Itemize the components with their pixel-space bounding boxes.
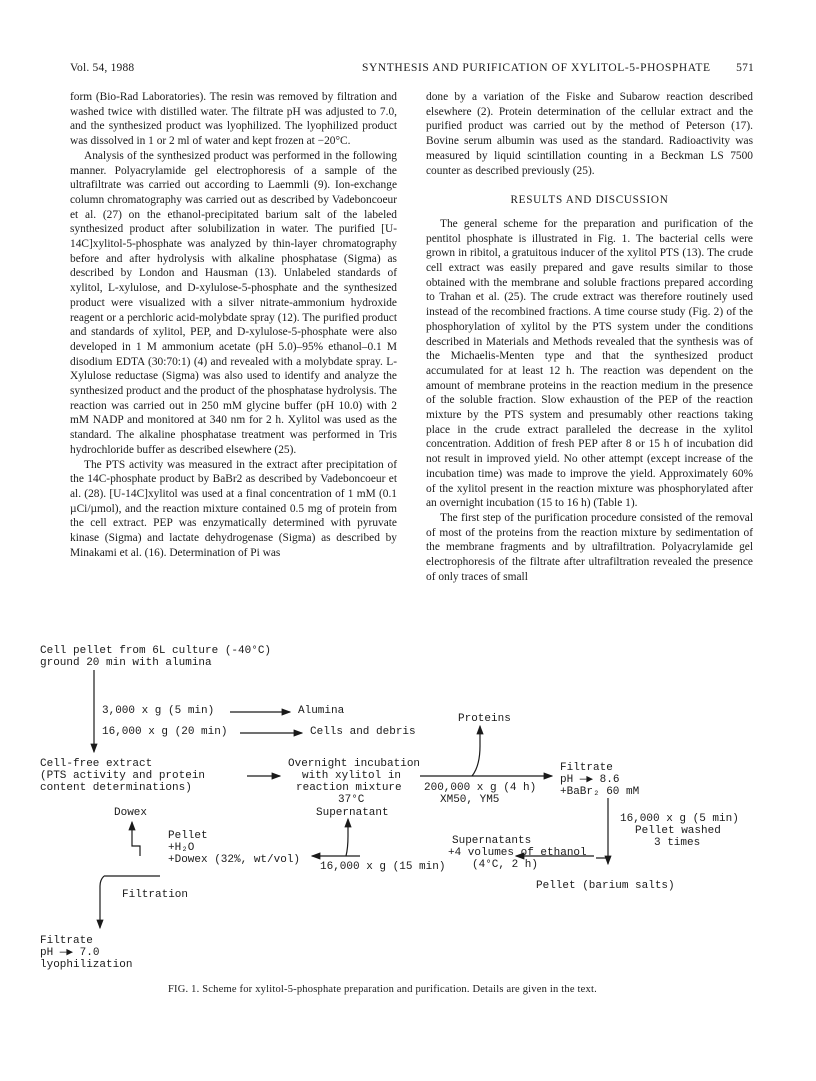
fig-filtrate-line3: +BaBr₂ 60 mM [560,786,640,798]
running-header [70,62,754,80]
fig-pellet-line1: Pellet [168,830,208,842]
paragraph: form (Bio-Rad Laboratories). The resin was removed by filtration and washed twice with distilled water. The filtrate pH was adjusted to 7.0, and the synthesized product was lyophilized. The lyophilized product was dissolved in 1 or 2 ml of water and kept frozen at −20°C. [70,91,397,148]
fig-spin2: 16,000 x g (20 min) [102,726,228,738]
paragraph: The first step of the purification procedure consisted of the removal of most of the proteins from the reaction mixture by sedimentation of the membrane fragments and by ultrafiltration. Polyacrylamide gel electrophoresis of the filtrate after ultrafiltration revealed the presence of only traces of small [426,511,753,583]
fig-spin4: 16,000 x g (15 min) [320,861,446,873]
left-column [70,90,397,561]
arrow-filtration-down [100,876,104,928]
fig-extract-line2: (PTS activity and protein [40,770,206,782]
figure-caption: FIG. 1. Scheme for xylitol-5-phosphate preparation and purification. Details are given in the text. [168,984,597,995]
page-number: 571 [736,62,754,74]
paragraph: done by a variation of the Fiske and Subarow reaction described elsewhere (2). Protein determination of the cellular extract and the purified product was carried out by the method of Peterson (17). Bovine serum albumin was used as the standard. Radioactivity was measured by liquid scintillation counting in a Beckman LS 7500 counter as described previously (25). [426,91,753,177]
fig-supernatants-line2: +4 volumes of ethanol [448,847,587,859]
flow-arrows [40,626,776,986]
figure-1-flow-diagram [40,626,776,986]
fig-proteins: Proteins [458,713,511,725]
paragraph: Analysis of the synthesized product was performed in the following manner. Polyacrylamide gel electrophoresis of a sample of the ultrafiltrate was carried out according to Laemmli (9). Ion-exchange column chromatography was carried out as described by Vadeboncoeur et al. (27) on the ethanol-precipitated barium salt of the labeled synthesized product after solubilization in water. The purified [U-14C]xylitol-5-phosphate was analyzed by thin-layer chromatography before and after hydrolysis with alkaline phosphatase (Sigma) as described by London and Hausman (13). Unlabeled standards of xylitol, L-xylulose, and D-xylulose-5-phosphate and the synthesized product were visualized with a silver nitrate-ammonium hydroxide reagent or a perchloric acid-molybdate spray (12). The purified product and standards of xylitol, PEP, and D-xylulose-5-phosphate were also developed in 1 M ammonium acetate (pH 5.0)–95% ethanol–0.1 M disodium EDTA (30:70:1) (4) and revealed with a molybdate spray. L-Xylulose reductase (Sigma) was also used to identify and analyze the synthesized product and the product of the phosphatase hydrolysis. The reaction was carried out in 250 mM glycine buffer (pH 10.0) with 2 mM NADP and monitored at 340 nm for 2 h. Xylitol was used as the standard. The alkaline phosphatase treatment was performed in Tris hydrochloride buffer as described elsewhere (25). [70,149,397,456]
fig-start-line2: ground 20 min with alumina [40,657,212,669]
fig-extract-line3: content determinations) [40,782,192,794]
fig-supernatant: Supernatant [316,807,389,819]
fig-filtration: Filtration [122,889,189,901]
fig-supernatants-line1: Supernatants [452,835,532,847]
fig-incubation-line1: Overnight incubation [288,758,421,770]
fig-dowex: Dowex [114,807,148,819]
fig-spin3-line1: 16,000 x g (5 min) [620,813,739,825]
fig-filtrate-line1: Filtrate [560,762,613,774]
fig-final-line3: lyophilization [40,959,133,971]
fig-incubation-line4: 37°C [338,794,365,806]
right-column [426,90,753,585]
arrow-dowex-up [132,822,140,856]
fig-spin3-line3: 3 times [654,837,701,849]
fig-spin1-out: Alumina [298,705,345,717]
fig-final-line1: Filtrate [40,935,93,947]
fig-spin1: 3,000 x g (5 min) [102,705,215,717]
fig-final-line2: pH —▶ 7.0 [40,947,100,959]
fig-spin2-out: Cells and debris [310,726,416,738]
paragraph: The PTS activity was measured in the extract after precipitation of the 14C-phosphate product by BaBr2 as described by Vadeboncoeur et al. (28). [U-14C]xylitol was used at a final concentration of 1 mM (0.1 µCi/µmol), and the reaction mixture contained 0.5 mg of protein from the cell extract. PEP was enzymatically determined with pyruvate kinase (Sigma) and lactate dehydrogenase (Sigma) as described by Minakami et al. (16). Determination of Pi was [70,458,397,559]
fig-incubation-line2: with xylitol in [302,770,402,782]
fig-supernatants-line3: (4°C, 2 h) [472,859,539,871]
arrow-proteins [472,726,480,776]
volume-label: Vol. 54, 1988 [70,62,135,74]
fig-ultra-line1: 200,000 x g (4 h) [424,782,537,794]
paragraph: The general scheme for the preparation and purification of the pentitol phosphate is illustrated in Fig. 1. The bacterial cells were grown in ribitol, a gratuitous inducer of the xylitol PTS (13). The crude cell extract was easily prepared and gave results similar to those obtained with the membrane and soluble fractions prepared according to Trahan et al. (25). The crude extract was therefore routinely used instead of the recombined fractions. A time course study (Fig. 2) of the phosphorylation of xylitol by the PTS system under the conditions described in Materials and Methods revealed that the synthesis was of the Michaelis-Menten type and that the synthesized product accumulated for at least 12 h. The reaction was dependent on the amount of membrane proteins in the reaction medium in the presence of the soluble fraction. Slow exhaustion of the PEP of the reaction mixture by the PTS system and presumably other reactions taking place in the crude extract paralleled the decrease in the xylitol concentration. Addition of fresh PEP after 8 or 15 h of incubation did not result in improved yield. No other attempt (except increase of the incubation time) was made to improve the yield. Approximately 60% of the xylitol present in the reaction mixture was phosphorylated after an overnight incubation (15 to 16 h) (Table 1). [426,217,753,510]
fig-extract-line1: Cell-free extract [40,758,153,770]
fig-filtrate-line2: pH —▶ 8.6 [560,774,620,786]
fig-incubation-line3: reaction mixture [296,782,402,794]
fig-spin3-line2: Pellet washed [635,825,721,837]
section-heading: RESULTS AND DISCUSSION [510,194,669,207]
arrow-supernatant-up [346,819,348,856]
fig-start-line1: Cell pellet from 6L culture (-40°C) [40,645,272,657]
fig-barium-salts: Pellet (barium salts) [536,880,675,892]
running-title: SYNTHESIS AND PURIFICATION OF XYLITOL-5-PHOSPHATE [362,62,711,74]
fig-ultra-line2: XM50, YM5 [440,794,500,806]
fig-pellet-line2: +H₂O [168,842,195,854]
fig-pellet-line3: +Dowex (32%, wt/vol) [168,854,301,866]
